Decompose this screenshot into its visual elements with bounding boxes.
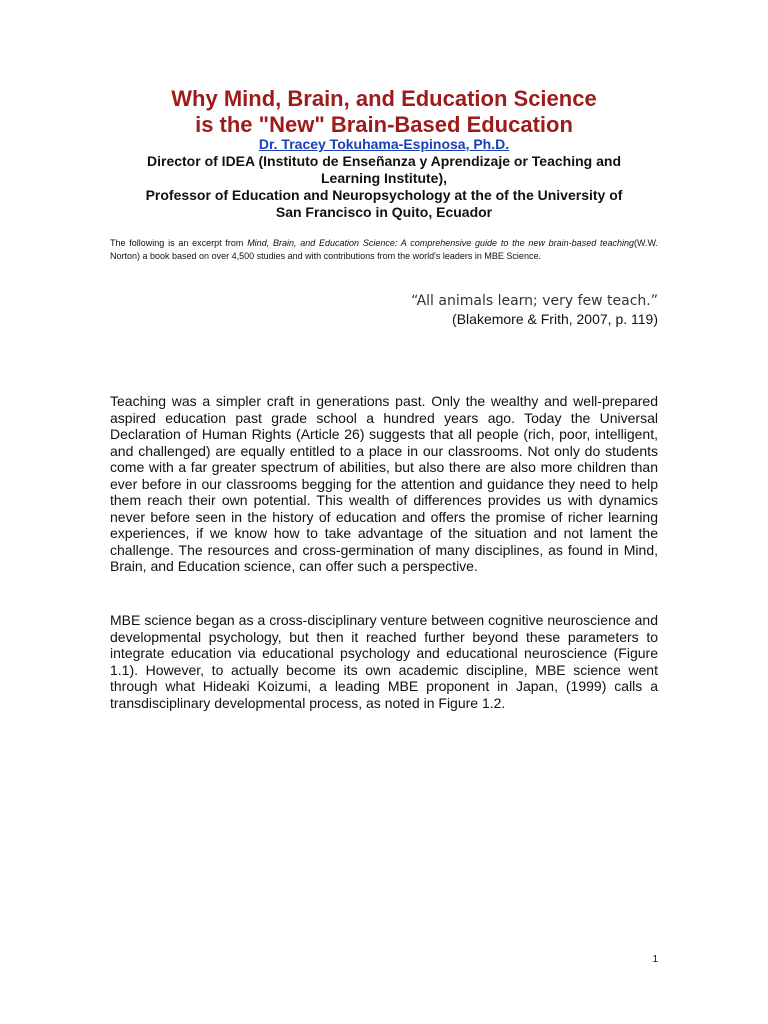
- epigraph-text: “All animals learn; very few teach.”: [411, 293, 658, 309]
- page-number: 1: [652, 954, 658, 965]
- affiliation-line-3: Professor of Education and Neuropsychology at the of the University of: [145, 187, 623, 203]
- affiliation-line-2: Learning Institute),: [321, 170, 447, 186]
- excerpt-note: [110, 237, 658, 263]
- excerpt-lead: The following is an excerpt from: [110, 238, 248, 248]
- epigraph-citation: (Blakemore & Frith, 2007, p. 119): [452, 311, 658, 327]
- affiliation-line-4: San Francisco in Quito, Ecuador: [275, 204, 493, 220]
- author-line: [0, 136, 768, 154]
- title-line-1: Why Mind, Brain, and Education Science: [171, 86, 597, 111]
- body-paragraph-1: Teaching was a simpler craft in generations past. Only the wealthy and well-prepared aspired education past grade school a hundred years ago. Today the Universal Declaration of Human Rights (Article 26) suggests that all people (rich, poor, intelligent, and challenged) are equally entitled to a place in our classrooms. Not only do students come with a far greater spectrum of abilities, but also there are also more children than ever before in our classrooms begging for the attention and guidance they need to help them reach their own potential. This wealth of differences provides us with dynamics never before seen in the history of education and offers the promise of richer learning experiences, if we know how to take advantage of the situation and not lament the challenge. The resources and cross-germination of many disciplines, as found in Mind, Brain, and Education science, can offer such a perspective.: [110, 393, 658, 574]
- excerpt-tail: (W.W. Norton) a book based on over 4,500 studies and with contributions from the world's leaders in MBE Science.: [110, 238, 658, 261]
- title-line-2: is the "New" Brain-Based Education: [195, 112, 573, 137]
- excerpt-book-title: Mind, Brain, and Education Science: A comprehensive guide to the new brain-based teaching: [247, 238, 634, 248]
- author-link[interactable]: Dr. Tracey Tokuhama-Espinosa, Ph.D.: [258, 136, 510, 152]
- body-paragraph-2: MBE science began as a cross-disciplinary venture between cognitive neuroscience and developmental psychology, but then it reached further beyond these parameters to integrate education via educational psychology and educational neuroscience (Figure 1.1). However, to actually become its own academic discipline, MBE science went through what Hideaki Koizumi, a leading MBE proponent in Japan, (1999) calls a transdisciplinary developmental process, as noted in Figure 1.2.: [110, 612, 658, 711]
- affiliation-line-1: Director of IDEA (Instituto de Enseñanza y Aprendizaje or Teaching and: [147, 153, 621, 169]
- epigraph: [411, 292, 658, 328]
